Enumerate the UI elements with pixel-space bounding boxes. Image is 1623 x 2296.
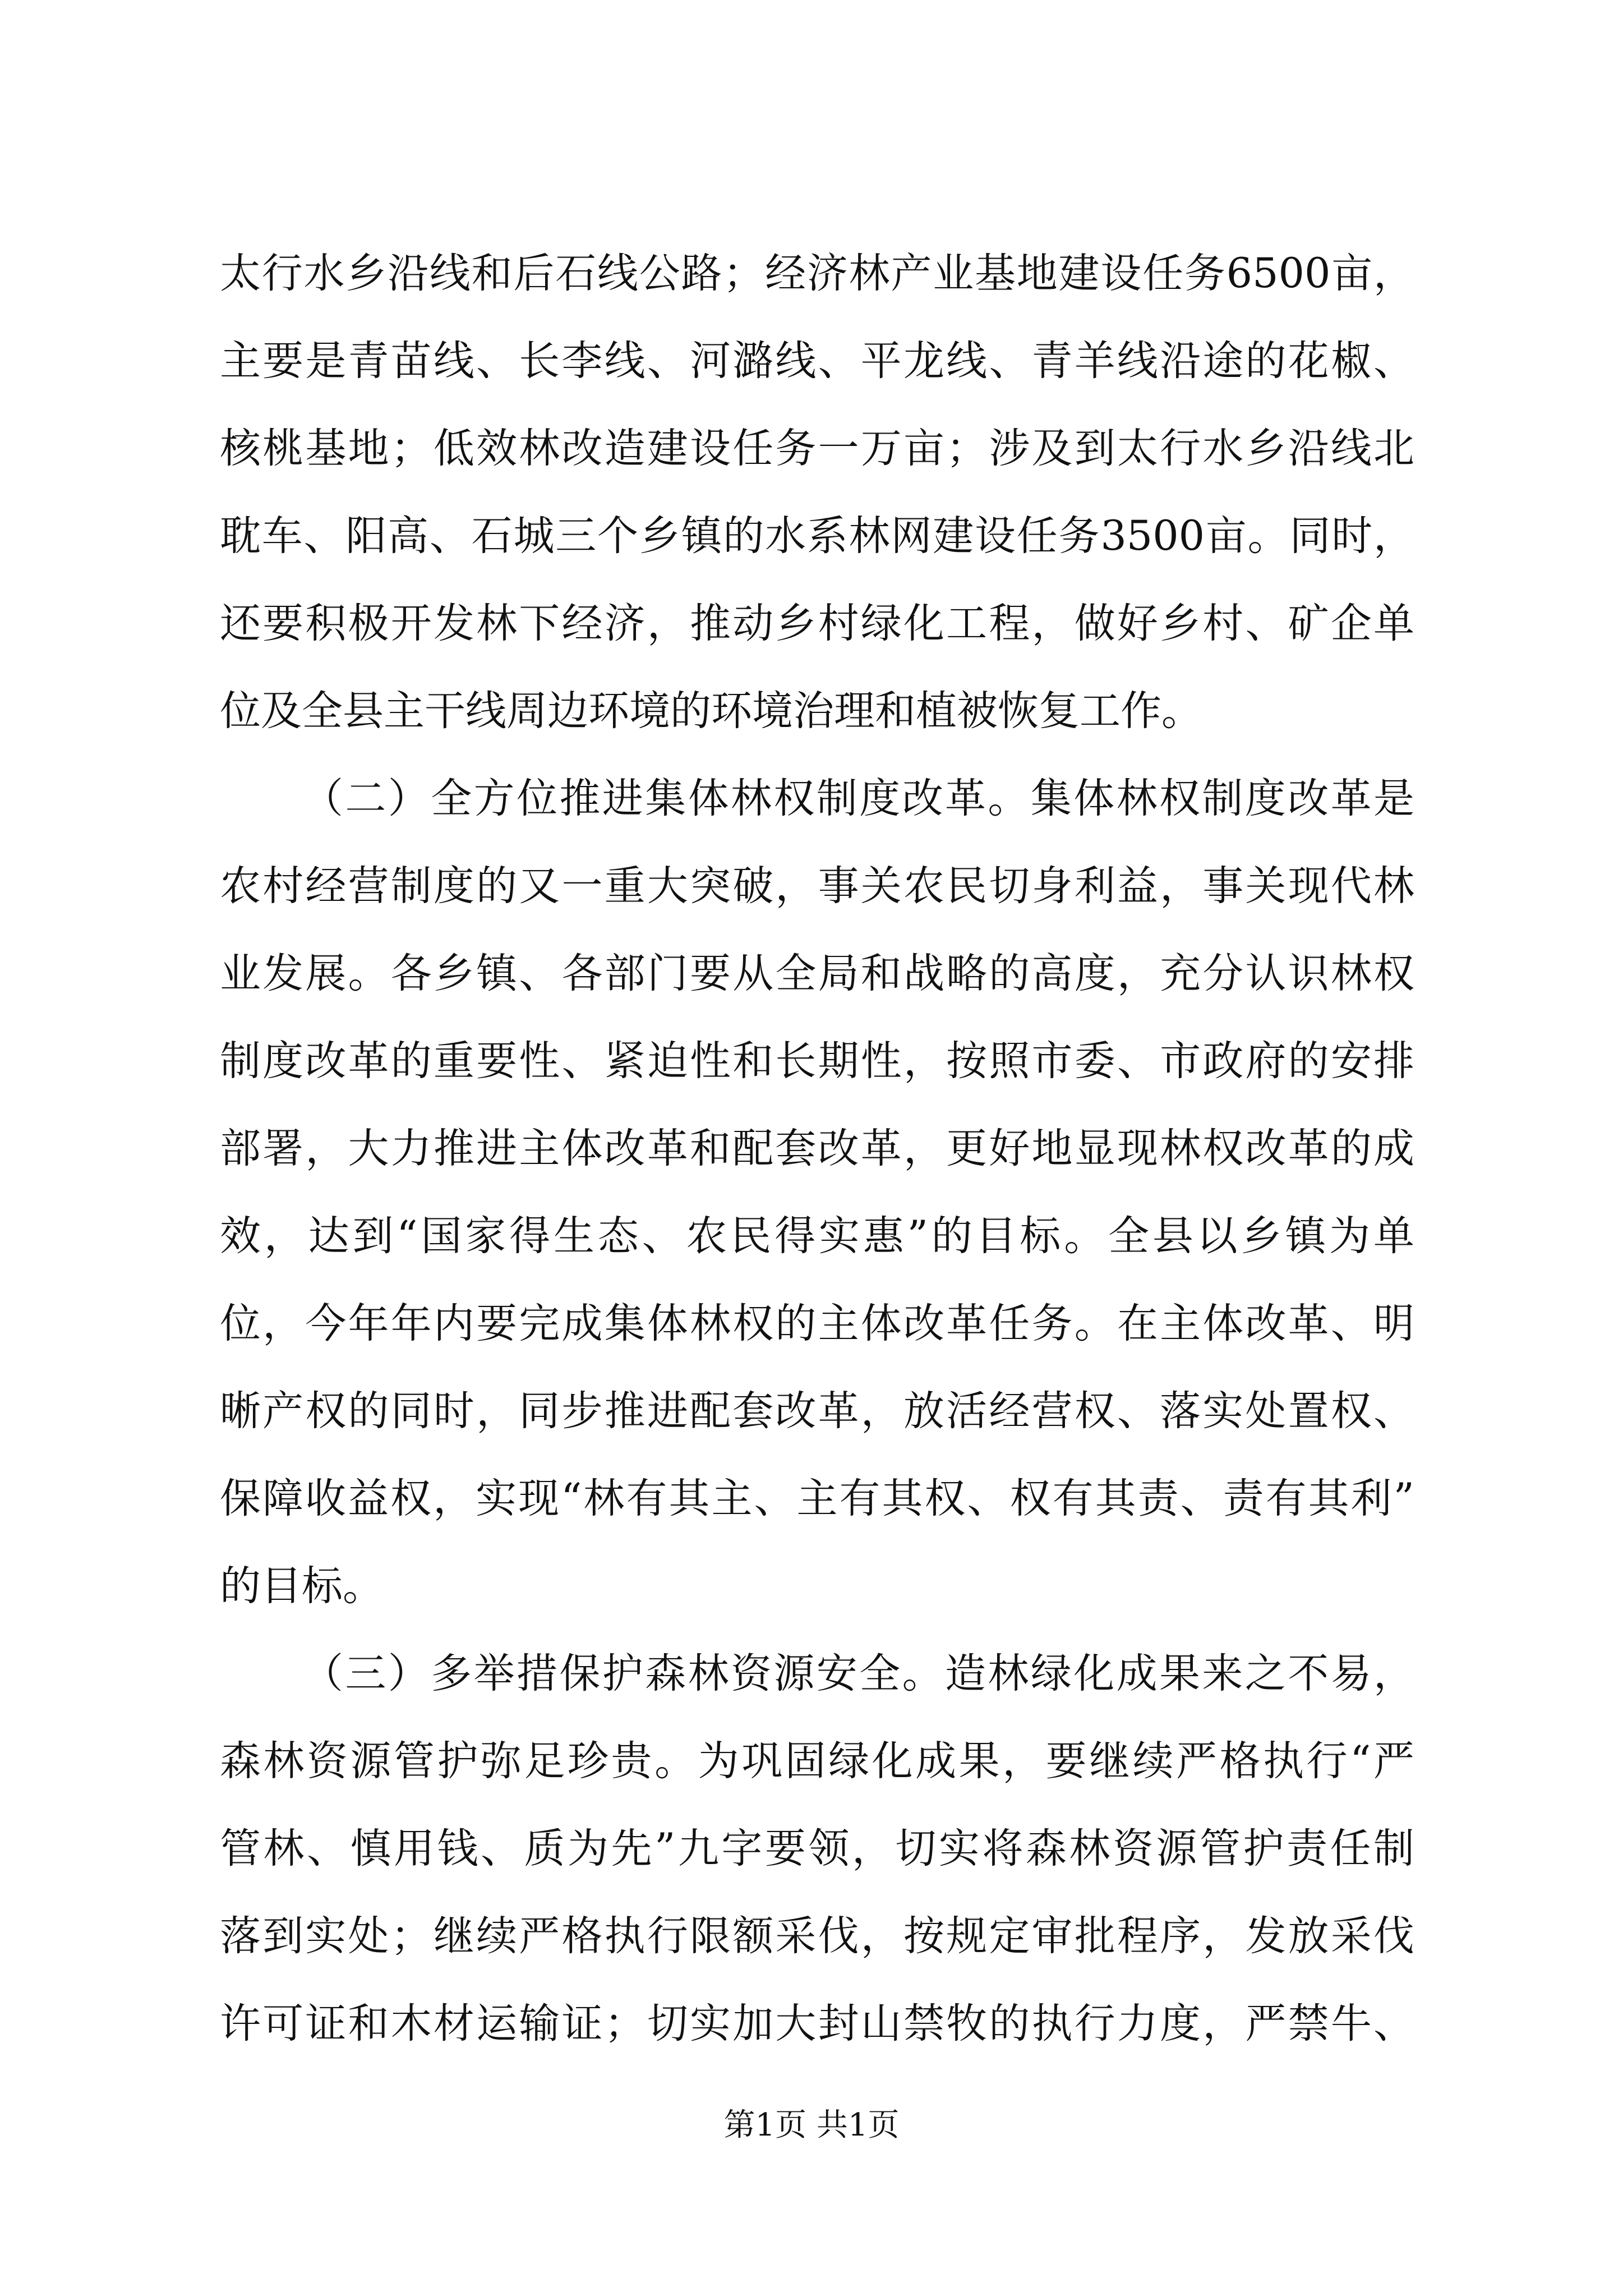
text-line: 落到实处；继续严格执行限额采伐，按规定审批程序，发放采伐 (220, 1912, 1414, 1960)
text-line: 业发展。各乡镇、各部门要从全局和战略的高度，充分认识林权 (220, 950, 1414, 997)
text-line: 耽车、阳高、石城三个乡镇的水系林网建设任务3500亩。同时， (220, 512, 1414, 560)
text-line: 效，达到“国家得生态、农民得实惠”的目标。全县以乡镇为单 (220, 1212, 1414, 1260)
text-line: 位，今年年内要完成集体林权的主体改革任务。在主体改革、明 (220, 1300, 1414, 1347)
text-line: 农村经营制度的又一重大突破，事关农民切身利益，事关现代林 (220, 862, 1414, 910)
text-line: 制度改革的重要性、紧迫性和长期性，按照市委、市政府的安排 (220, 1037, 1414, 1085)
text-line: 森林资源管护弥足珍贵。为巩固绿化成果，要继续严格执行“严 (220, 1737, 1414, 1785)
page-footer: 第1页 共1页 (723, 2107, 900, 2143)
document-body (220, 230, 1414, 2068)
text-line: 的目标。 (220, 1562, 384, 1610)
text-line: 太行水乡沿线和后石线公路；经济林产业基地建设任务6500亩， (220, 250, 1414, 297)
text-line: 管林、慎用钱、质为先”九字要领，切实将森林资源管护责任制 (220, 1825, 1414, 1872)
paragraph-first-line: （二）全方位推进集体林权制度改革。集体林权制度改革是 (302, 775, 1414, 822)
text-line: 位及全县主干线周边环境的环境治理和植被恢复工作。 (220, 687, 1202, 735)
text-line: 还要积极开发林下经济，推动乡村绿化工程，做好乡村、矿企单 (220, 600, 1414, 647)
text-line: 部署，大力推进主体改革和配套改革，更好地显现林权改革的成 (220, 1125, 1414, 1172)
text-line: 核桃基地；低效林改造建设任务一万亩；涉及到太行水乡沿线北 (220, 425, 1414, 472)
paragraph-first-line: （三）多举措保护森林资源安全。造林绿化成果来之不易， (302, 1650, 1414, 1697)
text-line: 晰产权的同时，同步推进配套改革，放活经营权、落实处置权、 (220, 1387, 1414, 1435)
text-line: 主要是青苗线、长李线、河潞线、平龙线、青羊线沿途的花椒、 (220, 337, 1414, 385)
text-line: 许可证和木材运输证；切实加大封山禁牧的执行力度，严禁牛、 (220, 2000, 1414, 2047)
text-line: 保障收益权，实现“林有其主、主有其权、权有其责、责有其利” (220, 1475, 1414, 1522)
